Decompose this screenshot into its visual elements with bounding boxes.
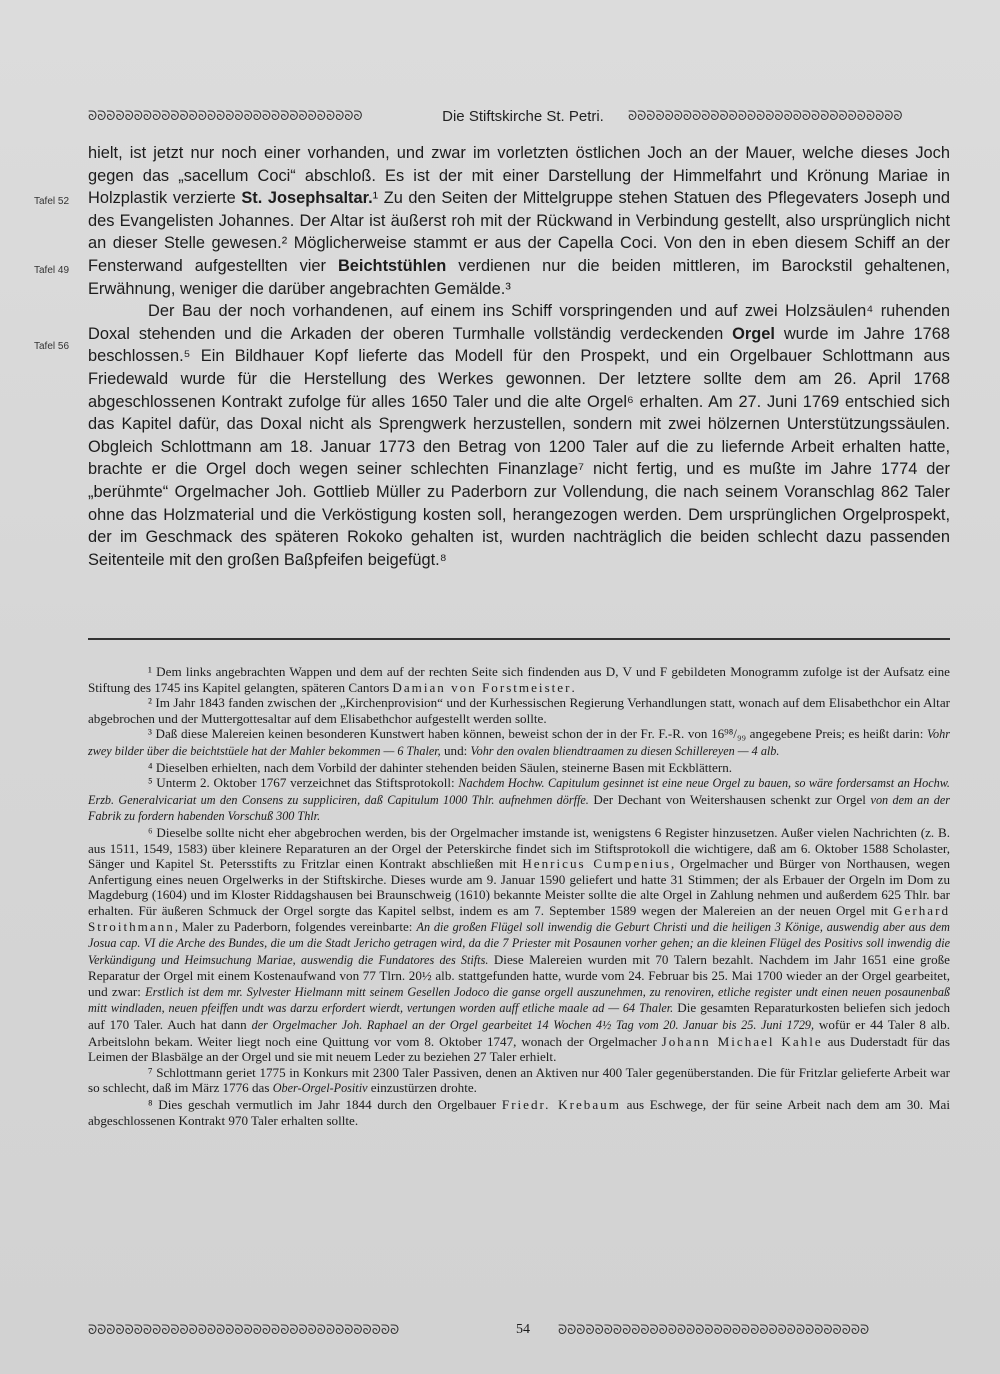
fn3-quote-2: Vohr den ovalen bliendtraamen zu diesen Schillereyen — 4 alb. [470, 743, 780, 758]
margin-note-tafel-56: Tafel 56 [34, 341, 70, 352]
fn7-text: ⁷ Schlottmann geriet 1775 in Konkurs mit 2300 Taler Passiven, denen an Aktiven nur 400 Taler gegenüberstanden. Die für Fritzlar gelieferte Arbeit war so schlecht, daß im März 1776 das [88, 1064, 950, 1096]
fn1-end: . [571, 679, 575, 695]
fn6-text-a: ⁶ Dieselbe sollte nicht eher abgebrochen werden, bis der Orgelmacher imstande ist, wenigstens 6 Register hinzusetzen. Außer vielen Nachrichten (z. B. aus 1511, 1549, 1583) über kleinere Reparaturen an der Orgel der Peterskirche findet sich im Stiftsprotokoll die wichtigere, daß am 6. Oktober 1588 Scholaster, Sänger und Kapitel St. Petersstifts zu Fritzlar einen Kontrakt abschließen mit [88, 824, 950, 872]
fn6-text-b: , Orgelmacher und Bürger von Northausen, wegen Anfertigung eines neuen Orgelwerks in der Stiftskirche. Dieses wurde am 9. Januar 1590 geliefert und hatte 31 Stimmen; der als Erbauer der Orgeln im Dom zu Magdeburg (1604) und im Kloster Riddagshausen bei Braunschweig (1610) bekannte Meister sollte die alte Orgel in Zahlung nehmen und außerdem 625 Thlr. bar erhalten. Für äußeren Schmuck der Orgel sorgte das Kapitel selbst, indem es am 7. September 1589 wegen der Malereien an der neuen Orgel mit [88, 856, 950, 918]
running-header [88, 104, 958, 128]
fn3-mid: und: [440, 742, 471, 758]
fn6-text-e: Die gesamten Reparaturkosten beliefen sich jedoch auf 170 Taler. Auch hat dann [88, 1000, 950, 1033]
paragraph-altar [88, 142, 950, 300]
fn1-name: Damian von Forstmeister [392, 679, 572, 695]
footnote-8 [88, 1097, 950, 1128]
fn6-text-f: wofür er 44 Taler 8 alb. Arbeitslohn bekam. Weiter liegt noch eine Quittung vor vom 8. Oktober 1747, wonach der Orgelmacher [88, 1017, 950, 1049]
footnote-1 [88, 664, 950, 695]
paragraph-orgel [88, 300, 950, 571]
footer-ornament-left: ᘐᘐᘐᘐᘐᘐᘐᘐᘐᘐᘐᘐᘐᘐᘐᘐᘐᘐᘐᘐᘐᘐᘐᘐᘐᘐᘐᘐᘐᘐᘐᘐᘐᘐ [88, 1322, 400, 1338]
footnote-2: ² Im Jahr 1843 fanden zwischen der „Kirchenprovision“ und der Kurhessischen Regierung Verhandlungen statt, wonach auf dem Elisabethchor ein Altar abgebrochen und der Muttergottesaltar auf dem Elisabethchor aufgestellt werden sollte. [88, 695, 950, 726]
p2-bold-orgel: Orgel [732, 324, 775, 343]
fn5-quote-2: von dem an der Fabrik zu fordern habenden Vorschuß 300 Thlr. [88, 792, 950, 824]
p1-bold-beichtstuehle: Beichtstühlen [337, 256, 447, 275]
footnotes [88, 664, 950, 1128]
header-ornament-right: ᘐᘐᘐᘐᘐᘐᘐᘐᘐᘐᘐᘐᘐᘐᘐᘐᘐᘐᘐᘐᘐᘐᘐᘐᘐᘐᘐᘐᘐᘐ [628, 108, 903, 124]
header-ornament-left: ᘐᘐᘐᘐᘐᘐᘐᘐᘐᘐᘐᘐᘐᘐᘐᘐᘐᘐᘐᘐᘐᘐᘐᘐᘐᘐᘐᘐᘐᘐ [88, 108, 363, 124]
fn6-quote-1: An die großen Flügel soll inwendig die Geburt Christi und die heiligen 3 Könige, auswendig aber aus dem Josua cap. VI die Arche des Bundes, die um die Stadt Jericho getragen wird, da die 7 Priester mit Posaunen vorher gehen; an die kleinen Flügel des Positivs soll inwendig die Verkündigung und Heimsuchung Mariae, auswendig die Fundatores des Stifts. [88, 919, 950, 967]
fn6-quote-2: Erstlich ist dem mr. Sylvester Hielmann mitt seinem Gesellen Jodoco die ganse orgell auszunehmen, zu renoviren, etliche register undt einen neuen posaunenbaß mitt windladen, neuen pfeiffen undt was darzu erfordert wierdt, vertungen worden auff etliche maale ad — 64 Thaler. [88, 984, 951, 1016]
fn5-mid: Der Dechant von Weitershausen schenkt zur Orgel [588, 791, 871, 807]
fn6-text-g: aus Duderstadt für das Leimen der Blasbälge an der Orgel und sie mit neuem Leder zu beziehen 27 Taler erhielt. [88, 1033, 950, 1065]
footnote-6 [88, 825, 950, 1065]
margin-note-tafel-52: Tafel 52 [34, 196, 70, 207]
running-footer [88, 1320, 958, 1340]
fn5-text: ⁵ Unterm 2. Oktober 1767 verzeichnet das Stiftsprotokoll: [148, 775, 459, 791]
main-text [88, 142, 950, 571]
footnote-7 [88, 1065, 950, 1097]
fn7-quote: Ober-Orgel-Positiv [272, 1081, 368, 1096]
p1-text-b: ¹ Zu den Seiten der Mittelgruppe stehen Statuen des Pflegevaters Joseph und des Evangelisten Johannes. Der Altar ist äußerst roh mit der Rückwand in Verbindung gestellt, also ursprünglich nicht an dieser Stelle gewesen.² Möglicherweise stammt er aus der Capella Coci. Von den in eben diesem Schiff an der Fensterwand aufgestellten vier [88, 189, 950, 275]
p1-bold-josephsaltar: St. Josephsaltar. [241, 189, 373, 208]
fn8-end: aus Eschwege, der für seine Arbeit nach dem am 30. Mai abgeschlossenen Kontrakt 970 Taler erhalten sollte. [88, 1097, 951, 1128]
fn3-quote-1: Vohr zwey bilder über die beichtstüele hat der Mahler bekommen — 6 Thaler, [88, 727, 950, 758]
footer-ornament-right: ᘐᘐᘐᘐᘐᘐᘐᘐᘐᘐᘐᘐᘐᘐᘐᘐᘐᘐᘐᘐᘐᘐᘐᘐᘐᘐᘐᘐᘐᘐᘐᘐᘐᘐ [558, 1322, 870, 1338]
fn6-text-d: Diese Malereien wurden mit 70 Talern bezahlt. Nachdem im Jahr 1651 eine große Reparatur der Orgel mit einem Kostenaufwand von 77 Tlrn. 20½ alb. stattgefunden hatte, wurde vom 24. Februar bis 25. Mai 1700 wieder an der Orgel gearbeitet, und zwar: [88, 951, 950, 999]
fn1-text: ¹ Dem links angebrachten Wappen und dem auf der rechten Seite sich findenden aus D, V und F gebildeten Monogramm zufolge ist der Aufsatz eine Stiftung des 1745 ins Kapitel gelangten, späteren Cantors [88, 664, 950, 695]
fn5-quote-1: Nachdem Hochw. Capitulum gesinnet ist eine neue Orgel zu bauen, so wäre fordersamst an Hochw. Erzb. Generalvicariat um den Consens zu suppliciren, daß Capitulum 1000 Thlr. aufnehmen dörffe. [88, 776, 950, 807]
fn7-end: einzustürzen drohte. [367, 1080, 477, 1096]
fn6-quote-3: der Orgelmacher Joh. Raphael an der Orgel gearbeitet 14 Wochen 4½ Tag vom 20. Januar bis 25. Juni 1729, [251, 1018, 815, 1033]
p2-text-b: wurde im Jahre 1768 beschlossen.⁵ Ein Bildhauer Kopf lieferte das Modell für den Prospekt, und ein Orgelbauer Schlottmann aus Friedewald wurde für die Herstellung des Werkes gewonnen. Der letztere sollte dem am 26. April 1768 abgeschlossenen Kontrakt zufolge für alles 1650 Taler und die alte Orgel⁶ erhalten. Am 27. Juni 1769 entschied sich das Kapitel dafür, das Doxal nicht als Sprengwerk herzustellen, sondern mit zwei hölzernen Unterstützungssäulen. Obgleich Schlottmann am 18. Januar 1773 den Betrag von 1200 Taler auf die zu liefernde Arbeit erhalten hatte, brachte er die Orgel doch wegen seiner schlechten Finanzlage⁷ nicht fertig, und es mußte im Jahre 1774 der „berühmte“ Orgelmacher Joh. Gottlieb Müller zu Paderborn zur Vollendung, die nach seinem Voranschlag 862 Taler ohne das Holzmaterial und die Verköstigung kosten soll, herangezogen werden. Dem ursprünglichen Orgelprospekt, der im Geschmack des späteren Rokoko gehalten ist, wurden nachträglich die beiden schlecht dazu passenden Seitenteile mit den großen Baßpfeifen beigefügt.⁸ [88, 324, 950, 569]
fn8-name: Friedr. Krebaum [501, 1097, 621, 1113]
footnote-5 [88, 775, 950, 825]
fn8-text: ⁸ Dies geschah vermutlich im Jahr 1844 durch den Orgelbauer [148, 1097, 502, 1113]
fn6-name-1: Henricus Cumpenius [522, 856, 671, 872]
footnote-divider [88, 638, 950, 640]
fn6-name-2: Gerhard Stroithmann [88, 902, 950, 934]
page-number: 54 [516, 1322, 530, 1337]
footnote-4: ⁴ Dieselben erhielten, nach dem Vorbild der dahinter stehenden beiden Säulen, steinerne Basen mit Eckblättern. [148, 759, 733, 775]
p1-text-c: verdienen nur die beiden mittleren, im Barockstil gehaltenen, Erwähnung, weniger die darüber angebrachten Gemälde.³ [88, 256, 951, 298]
p1-text-a: hielt, ist jetzt nur noch einer vorhanden, und zwar im vorletzten östlichen Joch an der Mauer, welche dieses Joch gegen das „sacellum Coci“ abschloß. Es ist der mit einer Darstellung der Himmelfahrt und Krönung Mariae in Holzplastik verzierte [88, 144, 950, 208]
header-title: Die Stiftskirche St. Petri. [442, 107, 604, 125]
p2-text-a: Der Bau der noch vorhandenen, auf einem ins Schiff vorspringenden und auf zwei Holzsäulen⁴ ruhenden Doxal stehenden und die Arkaden der oberen Turmhalle vollständig verdeckenden [88, 302, 950, 343]
fn6-text-c: , Maler zu Paderborn, folgendes vereinbarte: [174, 918, 417, 934]
fn3-text: ³ Daß diese Malereien keinen besonderen Kunstwert haben können, beweist schon der in der Fr. F.-R. von 16⁹⁸/₉₉ angegebene Preis; es heißt darin: [148, 726, 927, 742]
footnote-3 [88, 726, 950, 759]
margin-note-tafel-49: Tafel 49 [34, 265, 70, 276]
fn6-name-3: Johann Michael Kahle [661, 1033, 823, 1049]
